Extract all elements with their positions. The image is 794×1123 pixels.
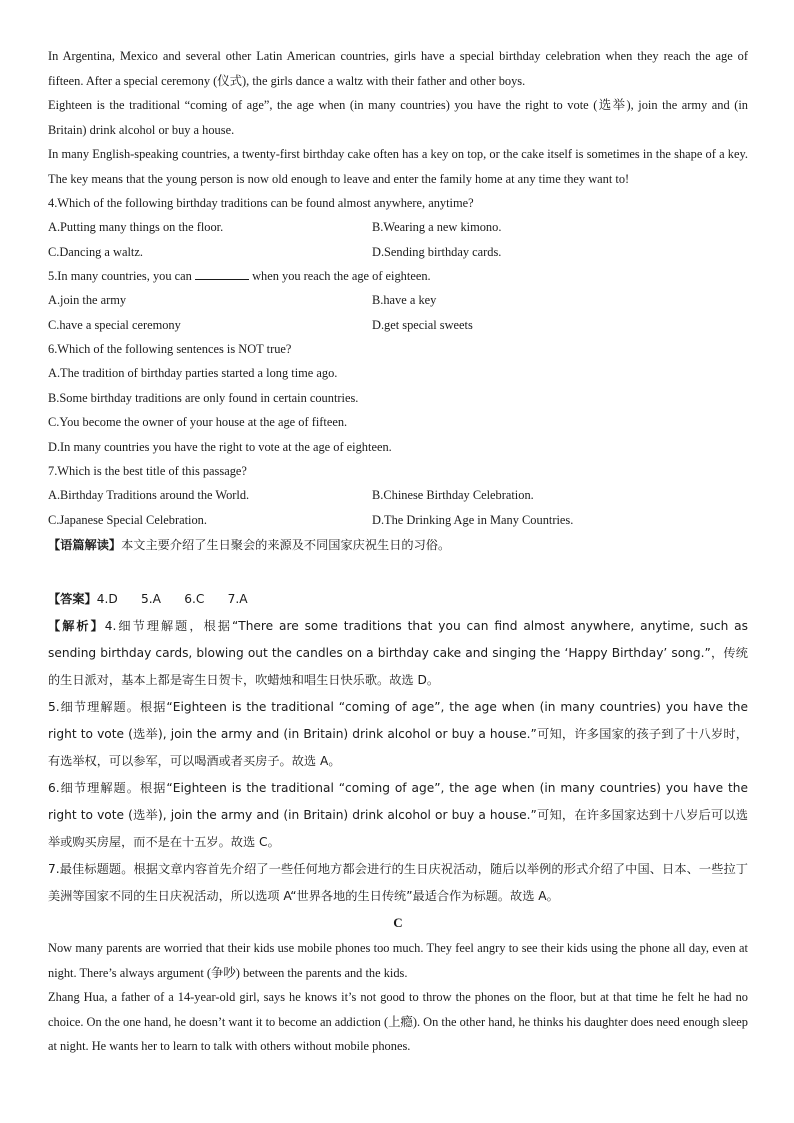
option-b[interactable]: B.Some birthday traditions are only found in certain countries. bbox=[48, 390, 359, 405]
answer-label: 【答案】 bbox=[48, 592, 97, 606]
option-d[interactable]: D.In many countries you have the right to vote at the age of eighteen. bbox=[48, 439, 392, 454]
summary-label: 【语篇解读】 bbox=[48, 538, 122, 552]
option-d[interactable]: D.get special sweets bbox=[372, 317, 473, 332]
explanation-text: 4.细节理解题，根据“There are some traditions that you can find almost anywhere, anytime, such as sending birthday cards, blowing out the candles on a birthday cake and singing the ‘Happy Birthday’ song.”，传统的生日派对，基本上都是寄生日贺卡，吹蜡烛和唱生日快乐歌。故选 D。 bbox=[48, 619, 748, 687]
option-a[interactable]: A.join the army bbox=[48, 293, 127, 307]
answer-blank bbox=[195, 267, 249, 280]
passage-paragraph: Now many parents are worried that their kids use mobile phones too much. They feel angry to see their kids using the phone all day, even at night. There’s always argument (争吵) between the parents and the kids. bbox=[48, 941, 748, 980]
option-b[interactable]: B.have a key bbox=[372, 293, 437, 307]
passage-paragraph: In Argentina, Mexico and several other Latin American countries, girls have a special birthday celebration when they reach the age of fifteen. After a special ceremony (仪式), the girls dance a waltz with their father and other boys. bbox=[48, 49, 748, 88]
option-c[interactable]: C.You become the owner of your house at the age of fifteen. bbox=[48, 415, 348, 429]
explanation-7: 7.最佳标题题。根据文章内容首先介绍了一些任何地方都会进行的生日庆祝活动，随后以举例的形式介绍了中国、日本、一些拉丁美洲等国家不同的生日庆祝活动，所以选项 A“世界各地的生日传统”最适合作为标题。故选 A。 bbox=[48, 862, 748, 903]
options-grid bbox=[48, 215, 748, 264]
options-grid bbox=[48, 288, 748, 337]
option-d[interactable]: D.The Drinking Age in Many Countries. bbox=[372, 512, 574, 527]
explanation-4 bbox=[48, 613, 748, 694]
options-list bbox=[48, 361, 748, 459]
option-b[interactable]: B.Chinese Birthday Celebration. bbox=[372, 488, 534, 502]
stem-before-blank: 5.In many countries, you can bbox=[48, 269, 192, 283]
summary-text: 本文主要介绍了生日聚会的来源及不同国家庆祝生日的习俗。 bbox=[121, 538, 451, 552]
option-c[interactable]: C.have a special ceremony bbox=[48, 317, 181, 332]
option-b[interactable]: B.Wearing a new kimono. bbox=[372, 220, 502, 234]
option-c[interactable]: C.Dancing a waltz. bbox=[48, 244, 143, 259]
option-a[interactable]: A.Putting many things on the floor. bbox=[48, 220, 224, 234]
stem-after-blank: when you reach the age of eighteen. bbox=[252, 269, 431, 283]
passage-paragraph: In many English-speaking countries, a twenty-first birthday cake often has a key on top, or the cake itself is sometimes in the shape of a key. The key means that the young person is now old enough to leave and enter the family home at any time they want to! bbox=[48, 147, 748, 186]
option-d[interactable]: D.Sending birthday cards. bbox=[372, 244, 502, 259]
question-stem: 6.Which of the following sentences is NOT true? bbox=[48, 342, 292, 356]
options-grid bbox=[48, 483, 748, 532]
option-c[interactable]: C.Japanese Special Celebration. bbox=[48, 512, 207, 527]
explanation-6: 6.细节理解题。根据“Eighteen is the traditional “coming of age”, the age when (in many countries) you have the right to vote (选举), join the army and (in Britain) drink alcohol or buy a house.”可知，在许多国家达到十八岁后可以选举或购买房屋，而不是在十五岁。故选 C。 bbox=[48, 781, 748, 849]
question-stem: 7.Which is the best title of this passage? bbox=[48, 464, 247, 478]
document-page bbox=[48, 44, 748, 1059]
explain-label: 【解析】 bbox=[48, 619, 105, 633]
option-a[interactable]: A.The tradition of birthday parties started a long time ago. bbox=[48, 366, 338, 380]
section-heading: C bbox=[393, 915, 403, 930]
answer-text: 4.D 5.A 6.C 7.A bbox=[96, 592, 248, 606]
passage-paragraph: Eighteen is the traditional “coming of age”, the age when (in many countries) you have the right to vote (选举), join the army and (in Britain) drink alcohol or buy a house. bbox=[48, 98, 748, 137]
answer-line bbox=[48, 559, 748, 613]
question-stem bbox=[48, 264, 748, 288]
option-a[interactable]: A.Birthday Traditions around the World. bbox=[48, 488, 250, 502]
explanation-5: 5.细节理解题。根据“Eighteen is the traditional “coming of age”, the age when (in many countries) you have the right to vote (选举), join the army and (in Britain) drink alcohol or buy a house.”可知，许多国家的孩子到了十八岁时，有选举权，可以参军，可以喝酒或者买房子。故选 A。 bbox=[48, 700, 748, 768]
question-stem: 4.Which of the following birthday traditions can be found almost anywhere, anytime? bbox=[48, 196, 474, 210]
passage-paragraph: Zhang Hua, a father of a 14-year-old girl, says he knows it’s not good to throw the phones on the floor, but at that time he felt he had no choice. On the one hand, he doesn’t want it to become an addiction (上瘾). On the other hand, he thinks his daughter does need enough sleep at night. He wants her to learn to talk with others without mobile phones. bbox=[48, 990, 748, 1053]
summary-line bbox=[48, 532, 748, 559]
